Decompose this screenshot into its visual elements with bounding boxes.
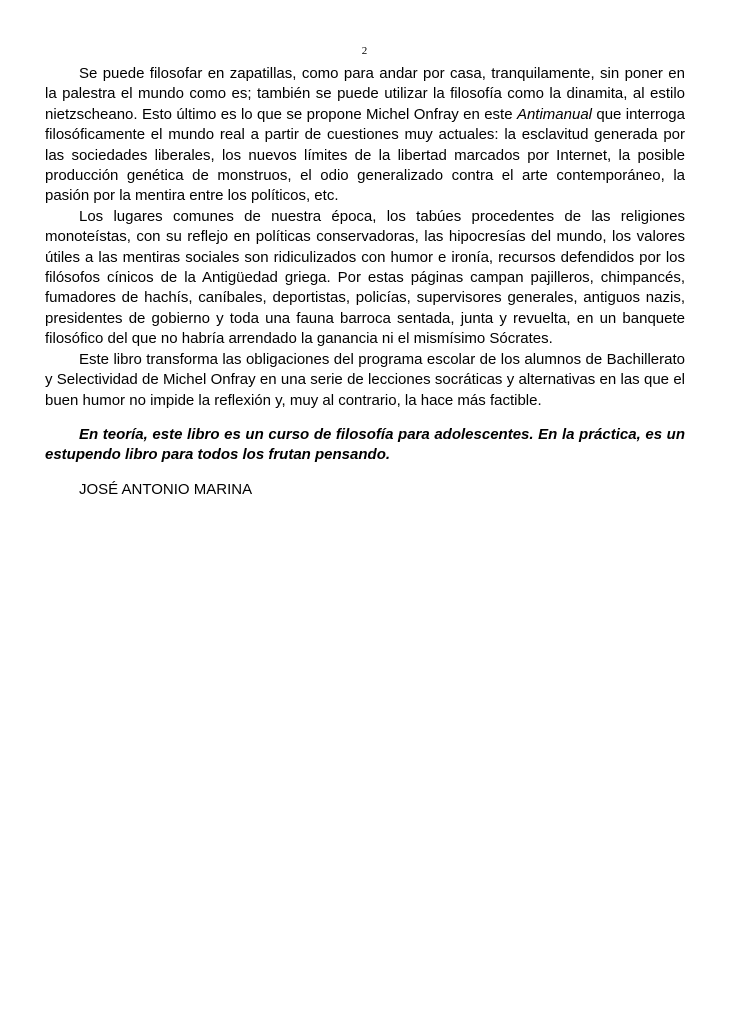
paragraph-1-text-end: que interroga filosóficamente el mundo real a partir de cuestiones muy actuales: la esclavitud generada por las sociedades liberales, los nuevos límites de la libertad marcados por Internet, la posible producción genética de monstruos, el odio generalizado contra el arte contemporáneo, la pasión por la mentira entre los políticos, etc. bbox=[45, 105, 685, 205]
paragraph-1-text-start: Se puede filosofar en zapatillas, como para andar por casa, tranquilamente, sin poner en la palestra el mundo como es; también se puede utilizar la filosofía como la dinamita, al estilo nietzscheano. Esto último es lo que se propone Michel Onfray en este bbox=[45, 65, 685, 123]
highlighted-quote: En teoría, este libro es un curso de filosofía para adolescentes. En la práctica, es un estupendo libro para todos los frutan pensando. bbox=[45, 425, 685, 464]
spacer bbox=[45, 411, 685, 425]
author-signature: JOSÉ ANTONIO MARINA bbox=[79, 480, 253, 498]
paragraph-3: Este libro transforma las obligaciones del programa escolar de los alumnos de Bachillerato y Selectividad de Michel Onfray en una serie de lecciones socráticas y alternativas en las que el buen humor no impide la reflexión y, muy al contrario, la hace más factible. bbox=[45, 350, 685, 409]
paragraph-1 bbox=[45, 64, 685, 207]
page-number: 2 bbox=[361, 45, 368, 57]
spacer bbox=[45, 466, 685, 480]
document-body bbox=[45, 64, 685, 500]
book-title-italic: Antimanual bbox=[516, 105, 592, 123]
paragraph-2: Los lugares comunes de nuestra época, los tabúes procedentes de las religiones monoteístas, con su reflejo en políticas conservadoras, las hipocresías del mundo, los valores útiles a las mentiras sociales son ridiculizados con humor e ironía, recursos defendidos por los filósofos cínicos de la Antigüedad griega. Por estas páginas campan pajilleros, chimpancés, fumadores de hachís, caníbales, deportistas, policías, supervisores generales, antiguos nazis, presidentes de gobierno y toda una fauna barroca sentada, junta y revuelta, en un banquete filosófico del que no habría arrendado la ganancia ni el mismísimo Sócrates. bbox=[45, 207, 685, 348]
